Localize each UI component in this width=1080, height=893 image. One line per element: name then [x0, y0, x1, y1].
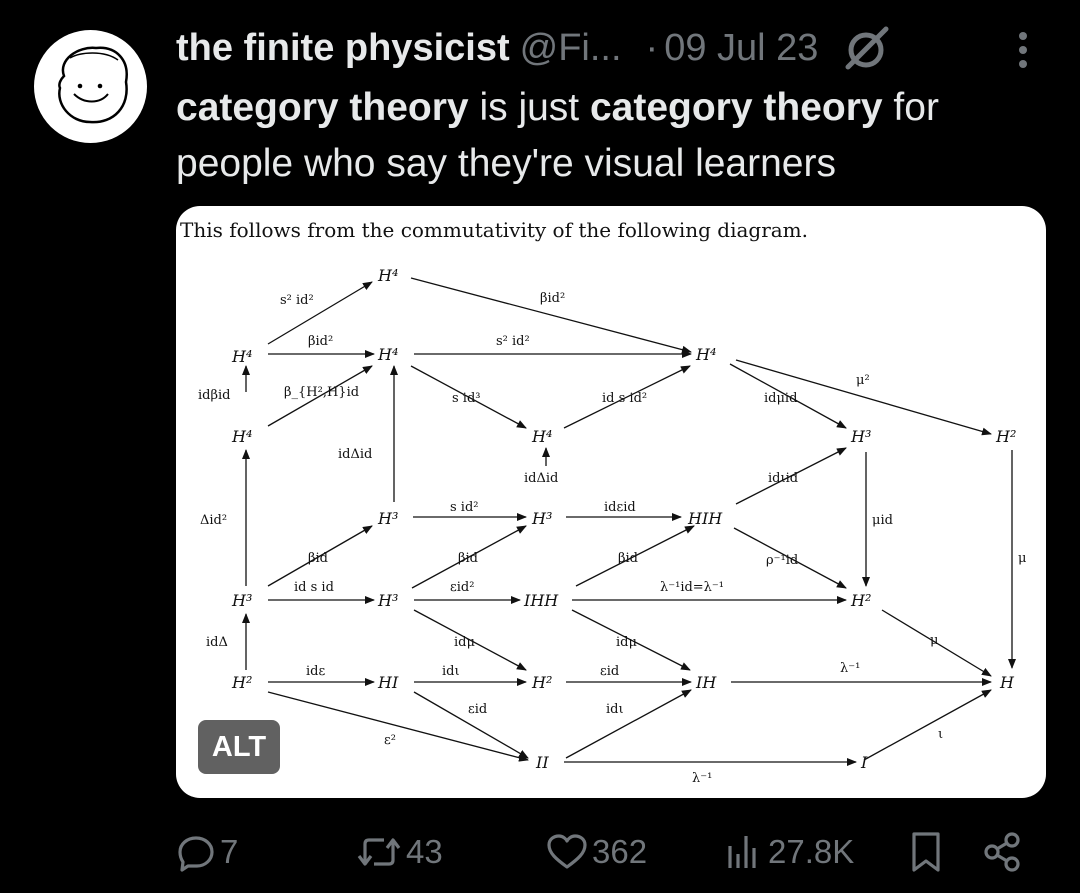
tweet-date[interactable]: 09 Jul 23 — [664, 26, 819, 69]
diagram-label: idε — [306, 664, 326, 679]
bookmark-icon — [906, 830, 946, 874]
alt-badge[interactable]: ALT — [198, 720, 280, 774]
diagram-node: H² — [232, 673, 253, 692]
diagram-label: idι — [606, 702, 624, 717]
diagram-label: βid — [618, 551, 638, 566]
diagram-label: idεid — [604, 500, 636, 515]
diagram-label: ρ⁻¹id — [766, 553, 799, 568]
diagram-label: μ — [930, 633, 939, 648]
heart-icon — [546, 832, 588, 872]
diagram-node: II — [536, 753, 549, 772]
diagram-label: s² id² — [496, 334, 530, 349]
diagram-label: id s id — [294, 580, 334, 595]
like-count: 362 — [592, 833, 648, 870]
diagram-label: λ⁻¹ — [692, 771, 713, 786]
diagram-label: idμ — [616, 635, 637, 650]
diagram-label: Δid² — [200, 513, 228, 528]
diagram-label: λ⁻¹id=λ⁻¹ — [660, 580, 724, 595]
separator-dot: · — [645, 26, 659, 69]
tweet-text-bold-1: category theory — [176, 86, 469, 129]
diagram-label: idμid — [764, 391, 798, 406]
action-bar — [176, 826, 1056, 878]
reply-icon — [176, 832, 216, 872]
avatar[interactable] — [34, 30, 147, 143]
tweet-header — [176, 22, 890, 74]
tweet-text-end: for people who say they're visual learners — [176, 86, 939, 185]
diagram-label: βid² — [540, 291, 566, 306]
diagram-objects — [231, 266, 1016, 772]
diagram-label: s id³ — [452, 391, 481, 406]
diagram-caption: This follows from the commutativity of the following diagram. — [180, 218, 809, 242]
diagram-label: idβid — [198, 388, 231, 403]
bookmark-button[interactable] — [906, 826, 946, 878]
diagram-node: H³ — [532, 509, 553, 528]
author-name[interactable]: the finite physicist — [176, 26, 510, 69]
diagram-node: H — [1000, 673, 1014, 692]
more-icon[interactable] — [1005, 28, 1041, 72]
diagram-node: H² — [996, 427, 1017, 446]
repost-button[interactable] — [356, 826, 443, 878]
diagram-node: H⁴ — [532, 427, 553, 446]
diagram-label: idιid — [768, 471, 799, 486]
reply-count: 7 — [220, 833, 239, 870]
diagram-label: βid² — [308, 334, 334, 349]
diagram-label: idΔid — [524, 471, 559, 486]
commutative-diagram — [176, 206, 1046, 798]
diagram-node: H⁴ — [378, 345, 399, 364]
diagram-label: εid² — [450, 580, 475, 595]
diagram-node: H³ — [378, 509, 399, 528]
diagram-label: idμ — [454, 635, 475, 650]
tweet-text-bold-2: category theory — [589, 86, 883, 129]
diagram-label: εid — [600, 664, 620, 679]
diagram-node: IH — [696, 673, 717, 692]
diagram-node: H² — [851, 591, 872, 610]
diagram-node: HI — [378, 673, 399, 692]
repost-icon — [356, 832, 402, 872]
smiley-face-icon — [34, 30, 147, 143]
diagram-node: H⁴ — [378, 266, 399, 285]
diagram-node: H⁴ — [232, 427, 253, 446]
diagram-node: H³ — [851, 427, 872, 446]
diagram-label: βid — [458, 551, 478, 566]
tweet-media-image[interactable] — [176, 206, 1046, 798]
diagram-label: ι — [938, 727, 944, 742]
reply-button[interactable] — [176, 826, 238, 878]
diagram-node: HIH — [688, 509, 723, 528]
diagram-node: H² — [532, 673, 553, 692]
diagram-morphism-labels — [198, 291, 1026, 786]
diagram-label: εid — [468, 702, 488, 717]
diagram-node: IHH — [524, 591, 559, 610]
like-button[interactable] — [546, 826, 647, 878]
diagram-node: H³ — [378, 591, 399, 610]
diagram-label: β_{H²,H}id — [284, 385, 360, 400]
views-icon — [724, 832, 764, 872]
diagram-label: s² id² — [280, 293, 314, 308]
diagram-label: idι — [442, 664, 460, 679]
diagram-label: idΔid — [338, 447, 373, 462]
share-button[interactable] — [982, 826, 1024, 878]
diagram-label: λ⁻¹ — [840, 661, 861, 676]
diagram-node: H⁴ — [232, 347, 253, 366]
grok-icon[interactable] — [844, 25, 890, 71]
diagram-node: I — [861, 753, 868, 772]
diagram-node: H³ — [232, 591, 253, 610]
diagram-label: ε² — [384, 733, 396, 748]
diagram-label: μ — [1018, 551, 1027, 566]
tweet-text — [176, 80, 1056, 192]
views-button[interactable] — [724, 826, 854, 878]
repost-count: 43 — [406, 833, 443, 870]
diagram-label: idΔ — [206, 635, 228, 650]
diagram-label: id s id² — [602, 391, 648, 406]
views-count: 27.8K — [768, 833, 855, 870]
diagram-node: H⁴ — [696, 345, 717, 364]
diagram-label: s id² — [450, 500, 479, 515]
diagram-label: μid — [872, 513, 893, 528]
diagram-label: μ² — [856, 373, 870, 388]
share-icon — [982, 831, 1024, 873]
tweet-text-middle: is just — [468, 86, 590, 129]
diagram-label: βid — [308, 551, 328, 566]
author-handle[interactable]: @Fi... — [519, 26, 622, 69]
